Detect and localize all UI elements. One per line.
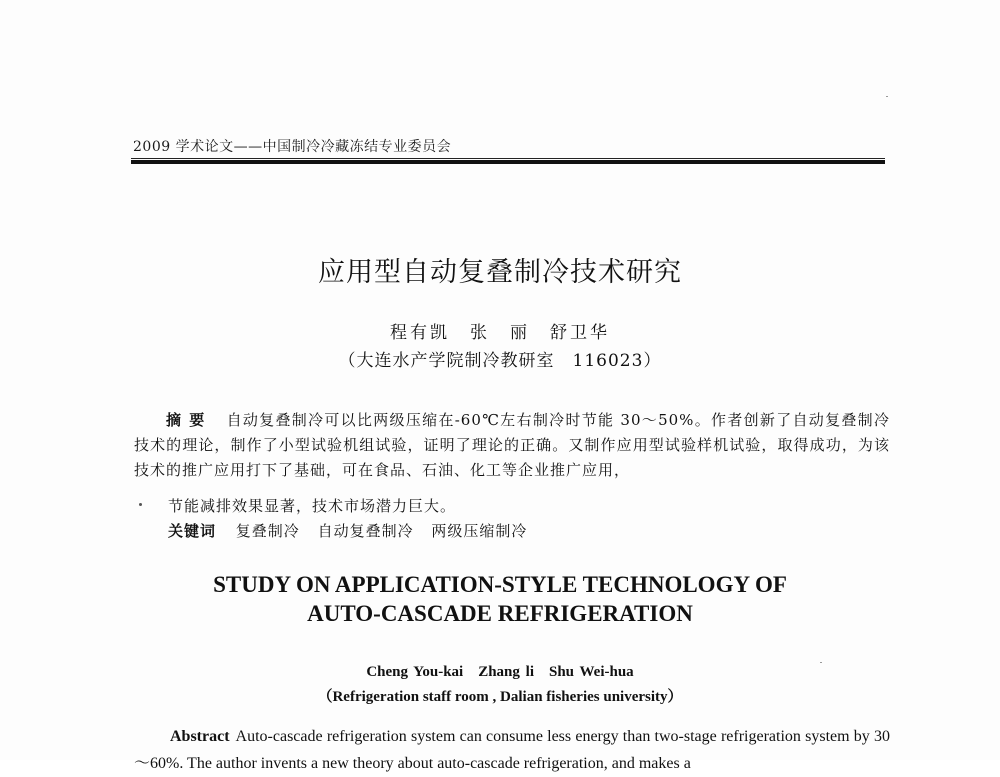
affiliation-chinese: （大连水产学院制冷教研室 116023） <box>338 351 662 371</box>
keyword-item: 自动复叠制冷 <box>317 522 414 540</box>
keywords-chinese <box>168 520 539 541</box>
keyword-item: 两级压缩制冷 <box>431 522 528 540</box>
title-english-line-2: AUTO-CASCADE REFRIGERATION <box>307 601 693 626</box>
title-chinese: 应用型自动复叠制冷技术研究 <box>318 257 682 288</box>
abstract-chinese-text: 自动复叠制冷可以比两级压缩在-60℃左右制冷时节能 30～50%。作者创新了自动复叠制冷技术的理论，制作了小型试验机组试验，证明了理论的正确。又制作应用型试验样机试验，取得成功，为该技术的推广应用打下了基础，可在食品、石油、化工等企业推广应用， <box>134 411 890 479</box>
keywords-label: 关键词 <box>168 522 217 540</box>
keyword-item: 复叠制冷 <box>235 522 300 540</box>
title-english-line-1: STUDY ON APPLICATION-STYLE TECHNOLOGY OF <box>213 572 787 597</box>
abstract-english-label: Abstract <box>170 728 230 745</box>
scan-speck <box>886 96 888 97</box>
affiliation-english: （Refrigeration staff room , Dalian fisheries university） <box>317 689 683 705</box>
abstract-chinese <box>134 408 890 483</box>
stray-dot-mark <box>139 503 142 506</box>
abstract-english-text: Auto-cascade refrigeration system can consume less energy than two-stage refrigeration system by 30～60%. The author invents a new theory about auto-cascade refrigeration, and makes a <box>134 728 890 772</box>
header-rule-thin <box>131 158 885 159</box>
abstract-chinese-label: 摘要 <box>166 411 213 429</box>
running-head: 2009 学术论文——中国制冷冷藏冻结专业委员会 <box>133 139 452 155</box>
header-rule-thick <box>131 160 885 164</box>
abstract-chinese-extra-line: 节能减排效果显著，技术市场潜力巨大。 <box>168 497 457 515</box>
scan-speck <box>820 662 822 663</box>
authors-english: Cheng You-kai Zhang li Shu Wei-hua <box>366 664 634 680</box>
authors-chinese: 程有凯 张 丽 舒卫华 <box>390 323 610 343</box>
title-english <box>0 570 1000 628</box>
abstract-english <box>134 723 890 777</box>
